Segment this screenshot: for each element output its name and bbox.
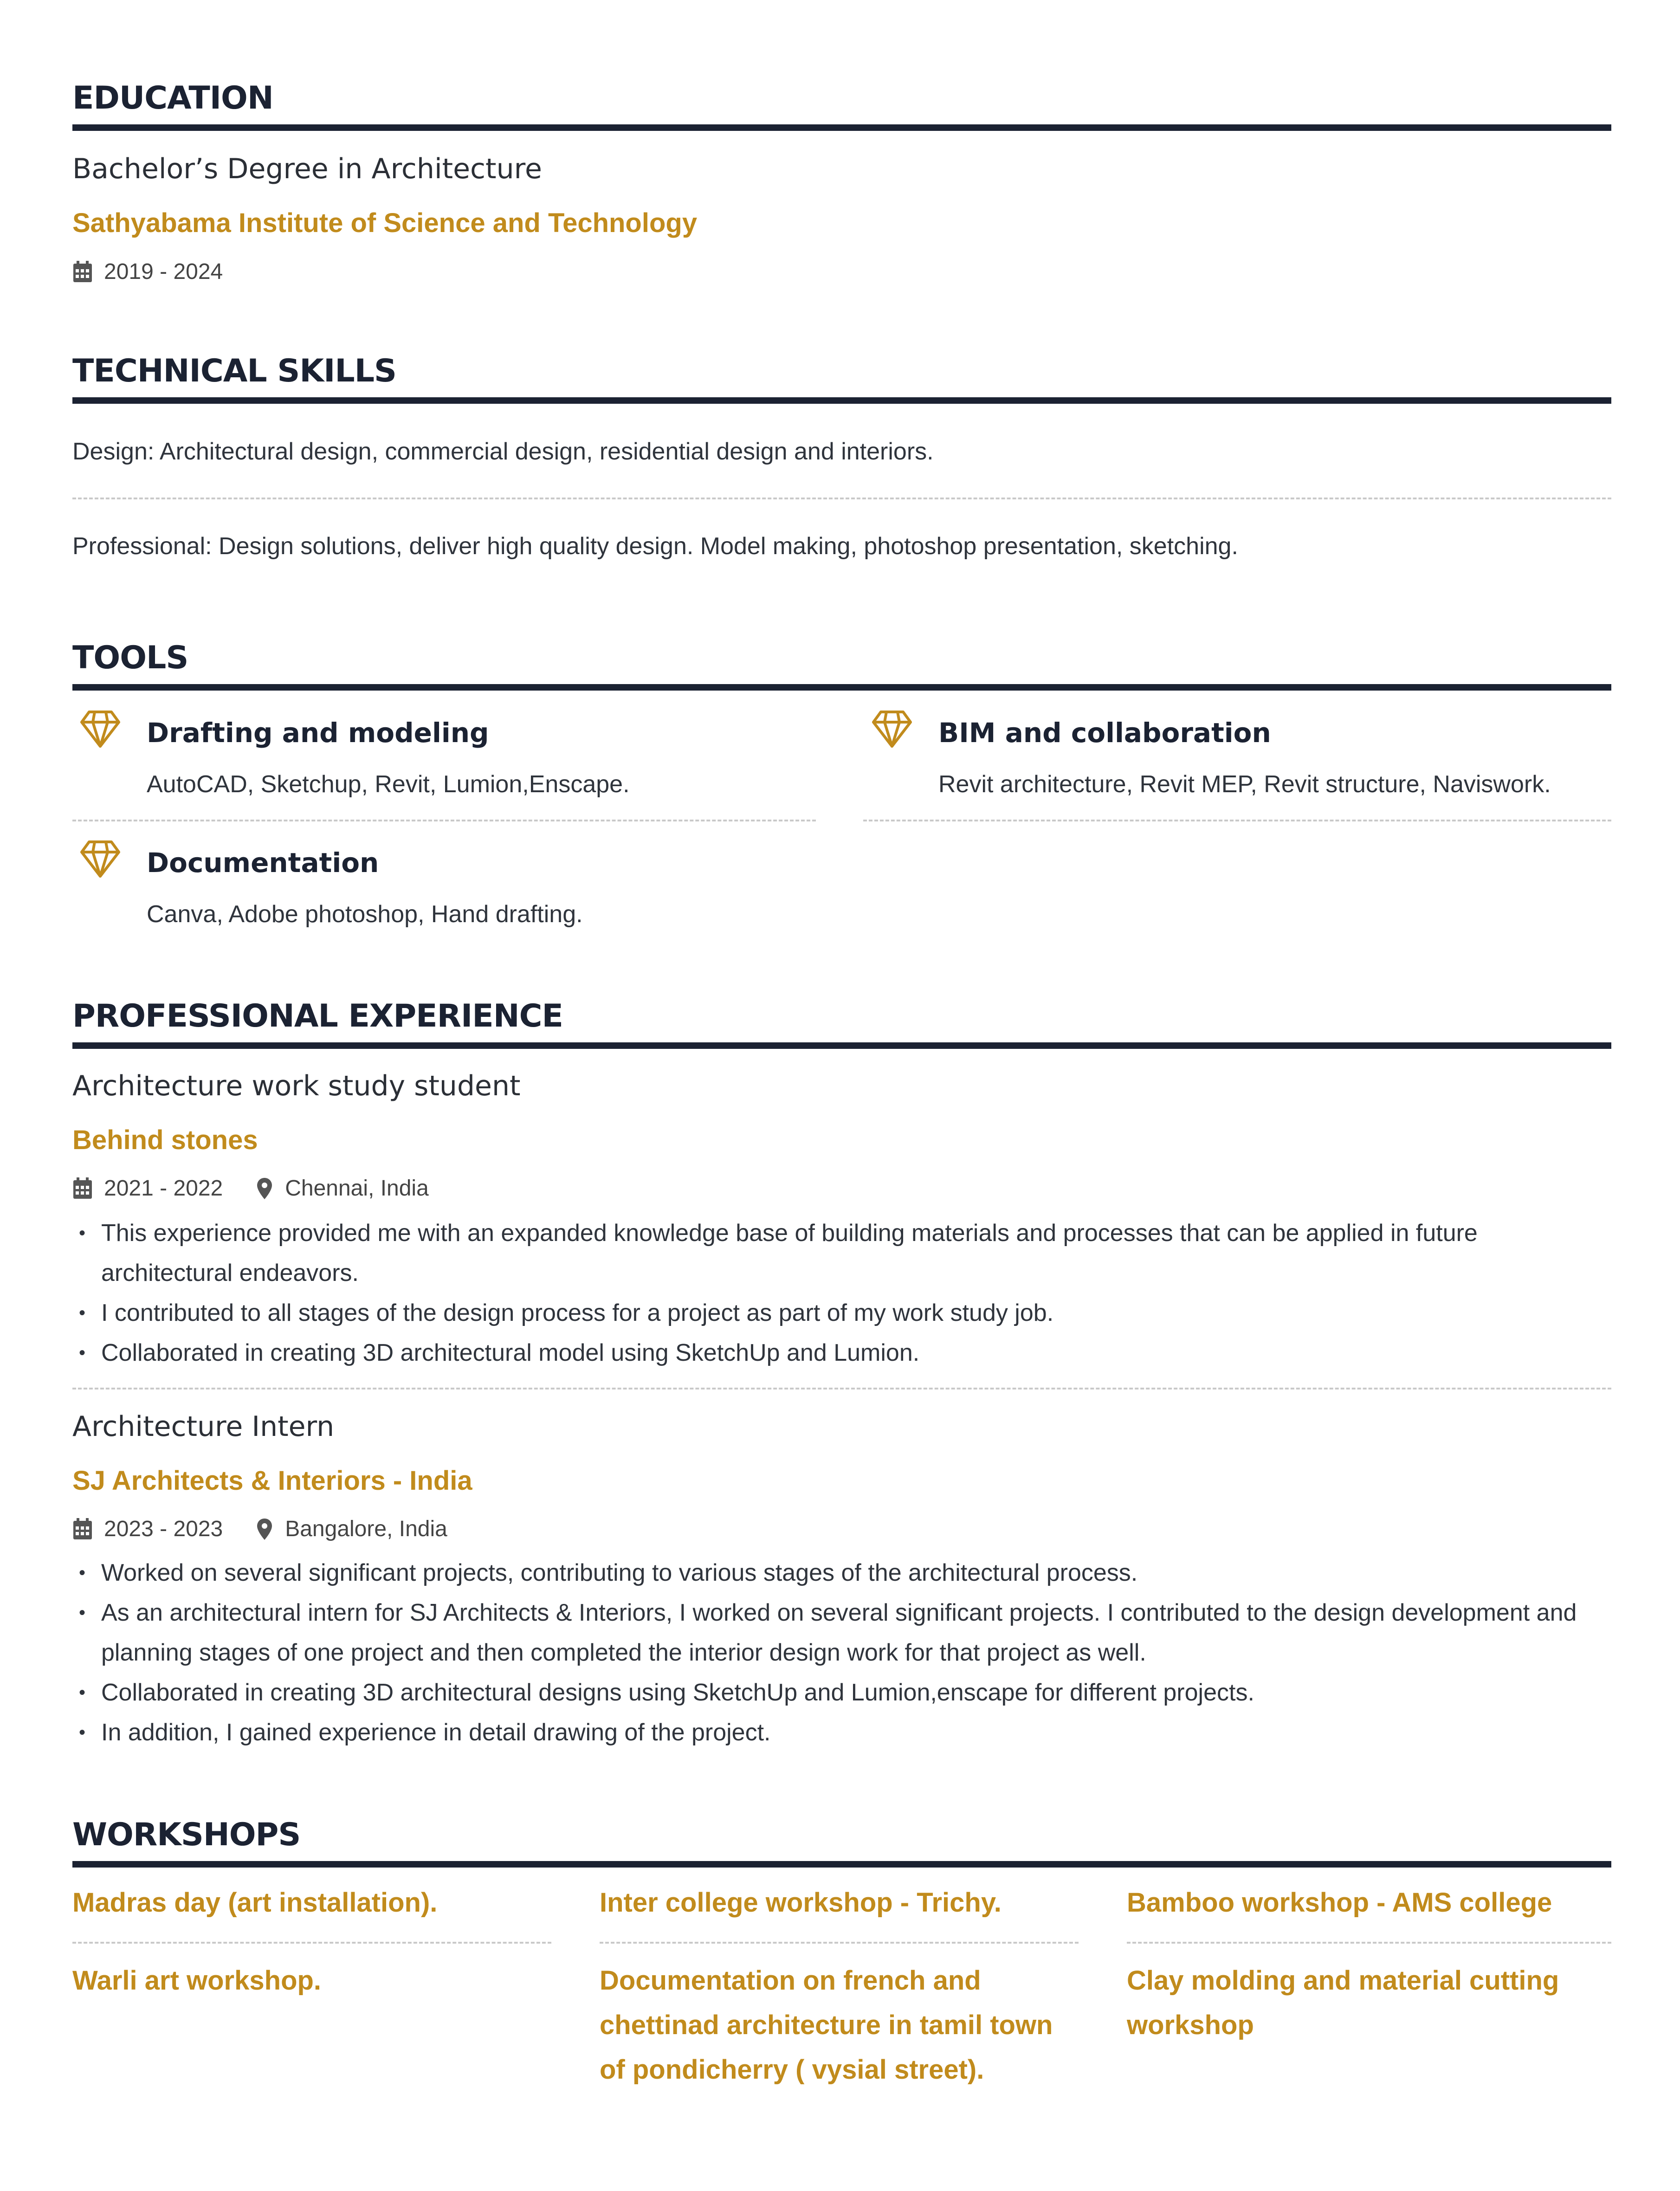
list-item: • Collaborated in creating 3D architectural model using SketchUp and Lumion. bbox=[72, 1333, 1611, 1373]
diamond-icon bbox=[80, 709, 121, 748]
tool-desc: Revit architecture, Revit MEP, Revit structure, Naviswork. bbox=[938, 771, 1551, 798]
tools-section bbox=[72, 642, 1611, 691]
list-item: • Worked on several significant projects, contributing to various stages of the architectural process. bbox=[72, 1553, 1611, 1593]
divider bbox=[863, 820, 1611, 821]
skill-item: Professional: Design solutions, deliver high quality design. Model making, photoshop presentation, sketching. bbox=[72, 533, 1238, 560]
workshops-section bbox=[72, 1816, 1611, 1868]
institution-name: Sathyabama Institute of Science and Technology bbox=[72, 208, 698, 238]
tool-title: Drafting and modeling bbox=[147, 717, 489, 749]
education-heading: EDUCATION bbox=[72, 83, 1611, 131]
list-item: • Collaborated in creating 3D architectural designs using SketchUp and Lumion,enscape for different projects. bbox=[72, 1673, 1611, 1713]
list-item: • In addition, I gained experience in detail drawing of the project. bbox=[72, 1713, 1611, 1752]
education-dates-text: 2019 - 2024 bbox=[104, 259, 223, 284]
tool-title: Documentation bbox=[147, 847, 379, 879]
job-meta bbox=[72, 1177, 429, 1200]
list-item: • I contributed to all stages of the design process for a project as part of my work study job. bbox=[72, 1293, 1611, 1333]
education-dates bbox=[72, 261, 223, 283]
diamond-icon bbox=[80, 839, 121, 878]
tool-title: BIM and collaboration bbox=[938, 717, 1271, 749]
divider bbox=[72, 498, 1611, 499]
calendar-icon bbox=[72, 261, 93, 283]
job-dates: 2021 - 2022 bbox=[104, 1176, 223, 1201]
workshop-item: Madras day (art installation). bbox=[72, 1887, 438, 1918]
calendar-icon bbox=[72, 1518, 93, 1540]
education-section bbox=[72, 80, 1611, 131]
tools-heading: TOOLS bbox=[72, 642, 1611, 691]
workshops-heading: WORKSHOPS bbox=[72, 1819, 1611, 1868]
experience-section bbox=[72, 998, 1611, 1049]
job-bullets bbox=[72, 1213, 1611, 1373]
divider bbox=[1127, 1942, 1611, 1944]
divider bbox=[600, 1942, 1079, 1944]
job-company: Behind stones bbox=[72, 1125, 258, 1155]
job-bullets bbox=[72, 1553, 1611, 1752]
location-pin-icon bbox=[256, 1177, 273, 1200]
job-company: SJ Architects & Interiors - India bbox=[72, 1466, 472, 1496]
list-item: • This experience provided me with an expanded knowledge base of building materials and processes that can be applied in future architectural endeavors. bbox=[72, 1213, 1611, 1293]
skills-section bbox=[72, 355, 1611, 404]
job-role: Architecture work study student bbox=[72, 1070, 521, 1102]
workshop-item: Bamboo workshop - AMS college bbox=[1127, 1887, 1552, 1918]
divider bbox=[72, 1942, 551, 1944]
job-meta bbox=[72, 1518, 447, 1541]
skills-heading: TECHNICAL SKILLS bbox=[72, 355, 1611, 404]
calendar-icon bbox=[72, 1177, 93, 1200]
job-location: Bangalore, India bbox=[285, 1517, 447, 1541]
workshop-item: Documentation on french and chettinad architecture in tamil town of pondicherry ( vysial street). bbox=[600, 1965, 1053, 2085]
tool-desc: Canva, Adobe photoshop, Hand drafting. bbox=[147, 901, 583, 928]
workshop-item: Clay molding and material cutting workshop bbox=[1127, 1965, 1559, 2040]
tool-desc: AutoCAD, Sketchup, Revit, Lumion,Enscape. bbox=[147, 771, 630, 798]
job-dates: 2023 - 2023 bbox=[104, 1517, 223, 1541]
workshop-item: Warli art workshop. bbox=[72, 1965, 322, 1996]
job-location: Chennai, India bbox=[285, 1176, 429, 1201]
workshop-item: Inter college workshop - Trichy. bbox=[600, 1887, 1002, 1918]
experience-heading: PROFESSIONAL EXPERIENCE bbox=[72, 1001, 1611, 1049]
degree-title: Bachelor’s Degree in Architecture bbox=[72, 153, 542, 185]
diamond-icon bbox=[872, 709, 912, 748]
skill-item: Design: Architectural design, commercial design, residential design and interiors. bbox=[72, 438, 934, 465]
divider bbox=[72, 820, 816, 821]
job-role: Architecture Intern bbox=[72, 1410, 335, 1443]
location-pin-icon bbox=[256, 1518, 273, 1541]
list-item: • As an architectural intern for SJ Architects & Interiors, I worked on several significant projects. I contributed to the design development and planning stages of one project and then completed the interior design work for that project as well. bbox=[72, 1593, 1611, 1673]
divider bbox=[72, 1388, 1611, 1390]
